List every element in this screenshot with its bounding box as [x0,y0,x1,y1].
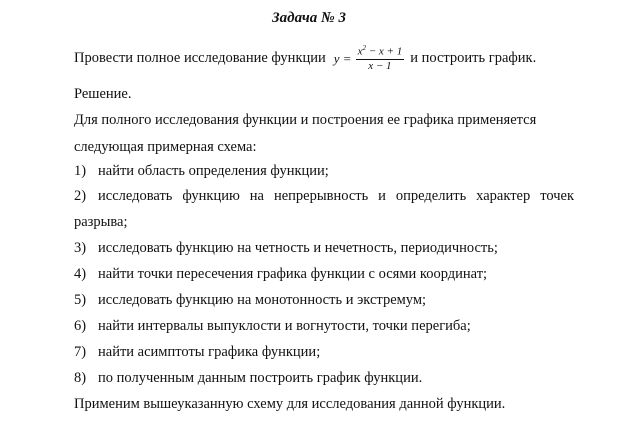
intro-line-2: следующая примерная схема: [74,139,257,155]
task-title: Задача № 3 [272,10,346,26]
step-number: 5) [74,292,87,308]
step-item [74,163,329,180]
formula-denominator: x − 1 [368,60,392,73]
step-item [74,240,498,257]
task-suffix: и построить график. [410,50,537,67]
formula-numerator [356,45,405,60]
step-number: 2) [74,188,87,204]
step-text: найти точки пересечения графика функции с осями координат; [98,266,488,282]
task-prefix: Провести полное исследование функции [74,50,326,67]
step-text: разрыва; [74,214,128,230]
step-item [74,292,426,309]
step-number: 8) [74,370,87,386]
step-text: исследовать функцию на четность и нечетность, периодичность; [98,240,498,256]
step-text: по полученным данным построить график функции. [98,370,423,386]
step-item [74,318,471,335]
formula-y: y = [333,50,352,66]
intro-line-1: Для полного исследования функции и построения ее графика применяется [74,112,537,128]
step-number: 4) [74,266,87,282]
solution-label: Решение. [74,86,132,102]
closing-line: Применим вышеуказанную схему для исследования данной функции. [74,396,506,412]
step-text: исследовать функцию на непрерывность и определить характер точек [98,188,574,204]
formula-fraction [356,45,405,73]
function-formula [334,45,404,73]
numerator-exponent: 2 [362,44,366,52]
step-number: 6) [74,318,87,334]
step-number: 3) [74,240,87,256]
task-statement [74,45,536,73]
step-number: 1) [74,163,87,179]
step-text: исследовать функцию на монотонность и экстремум; [98,292,427,308]
step-item [74,188,574,205]
step-continuation [74,214,128,231]
numerator-rest: − x + 1 [365,45,403,58]
numerator-base: x [357,45,363,58]
step-text: найти область определения функции; [98,163,329,179]
step-item [74,370,422,387]
step-text: найти интервалы выпуклости и вогнутости, точки перегиба; [98,318,471,334]
step-item [74,266,487,283]
step-text: найти асимптоты графика функции; [98,344,321,360]
step-item [74,344,320,361]
step-number: 7) [74,344,87,360]
